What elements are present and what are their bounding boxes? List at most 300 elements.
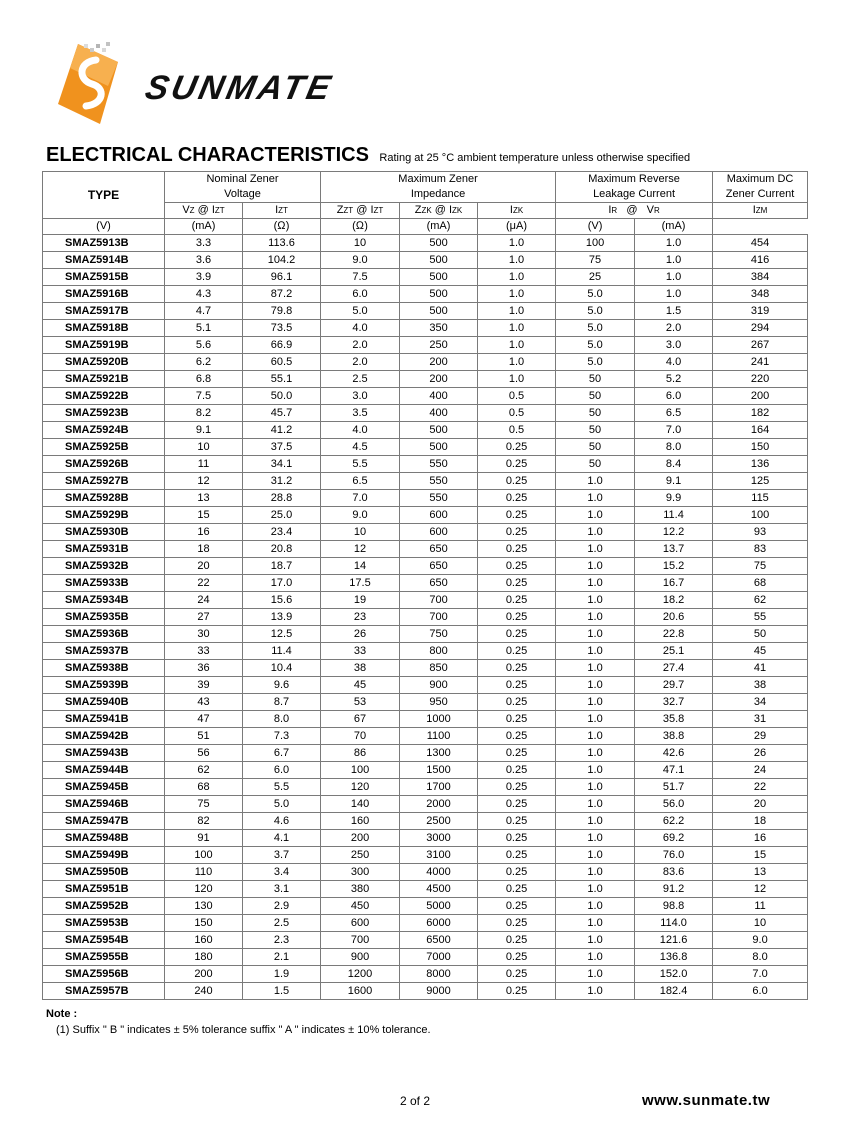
value-cell: 0.25 xyxy=(478,881,556,898)
table-row xyxy=(43,932,808,949)
table-row xyxy=(43,490,808,507)
value-cell: 0.25 xyxy=(478,864,556,881)
table-row xyxy=(43,507,808,524)
value-cell: 0.25 xyxy=(478,830,556,847)
value-cell: 120 xyxy=(165,881,243,898)
value-cell: 15 xyxy=(165,507,243,524)
value-cell: 5.1 xyxy=(165,320,243,337)
type-cell: SMAZ5920B xyxy=(43,354,165,371)
value-cell: 650 xyxy=(400,558,478,575)
table-row xyxy=(43,830,808,847)
type-cell: SMAZ5941B xyxy=(43,711,165,728)
type-cell: SMAZ5936B xyxy=(43,626,165,643)
value-cell: 1.0 xyxy=(478,354,556,371)
note-section xyxy=(46,1008,431,1036)
value-cell: 0.25 xyxy=(478,677,556,694)
value-cell: 241 xyxy=(713,354,808,371)
value-cell: 164 xyxy=(713,422,808,439)
value-cell: 23 xyxy=(321,609,400,626)
value-cell: 7.5 xyxy=(321,269,400,286)
value-cell: 22.8 xyxy=(635,626,713,643)
value-cell: 12 xyxy=(713,881,808,898)
value-cell: 700 xyxy=(400,592,478,609)
value-cell: 22 xyxy=(713,779,808,796)
type-cell: SMAZ5924B xyxy=(43,422,165,439)
value-cell: 50 xyxy=(556,439,635,456)
max-zener-impedance-line2: Impedance xyxy=(410,188,466,200)
value-cell: 50 xyxy=(556,371,635,388)
type-cell: SMAZ5953B xyxy=(43,915,165,932)
value-cell: 50.0 xyxy=(243,388,321,405)
value-cell: 0.25 xyxy=(478,745,556,762)
value-cell: 5.5 xyxy=(243,779,321,796)
value-cell: 60.5 xyxy=(243,354,321,371)
nominal-zener-line2: Voltage xyxy=(224,188,261,200)
value-cell: 0.25 xyxy=(478,796,556,813)
value-cell: 73.5 xyxy=(243,320,321,337)
value-cell: 20 xyxy=(713,796,808,813)
value-cell: 3000 xyxy=(400,830,478,847)
value-cell: 16 xyxy=(165,524,243,541)
value-cell: 2.0 xyxy=(635,320,713,337)
value-cell: 1.0 xyxy=(556,881,635,898)
table-row xyxy=(43,898,808,915)
value-cell: 1.0 xyxy=(556,966,635,983)
value-cell: 2.5 xyxy=(243,915,321,932)
value-cell: 9.9 xyxy=(635,490,713,507)
value-cell: 4.0 xyxy=(321,320,400,337)
value-cell: 5.6 xyxy=(165,337,243,354)
value-cell: 400 xyxy=(400,405,478,422)
type-cell: SMAZ5957B xyxy=(43,983,165,1000)
type-cell: SMAZ5952B xyxy=(43,898,165,915)
value-cell: 1.0 xyxy=(635,269,713,286)
value-cell: 25 xyxy=(556,269,635,286)
value-cell: 1.0 xyxy=(556,813,635,830)
value-cell: 200 xyxy=(321,830,400,847)
table-row xyxy=(43,745,808,762)
value-cell: 1.0 xyxy=(556,677,635,694)
value-cell: 9.0 xyxy=(321,252,400,269)
value-cell: 7.3 xyxy=(243,728,321,745)
value-cell: 3.9 xyxy=(165,269,243,286)
unit-cell: (Ω) xyxy=(321,219,400,235)
value-cell: 0.25 xyxy=(478,983,556,1000)
value-cell: 7.0 xyxy=(713,966,808,983)
param-zzt: ZZT @ IZT xyxy=(321,203,400,219)
value-cell: 18.2 xyxy=(635,592,713,609)
section-title xyxy=(46,144,806,168)
value-cell: 5.2 xyxy=(635,371,713,388)
value-cell: 4.5 xyxy=(321,439,400,456)
type-cell: SMAZ5929B xyxy=(43,507,165,524)
value-cell: 100 xyxy=(713,507,808,524)
type-cell: SMAZ5949B xyxy=(43,847,165,864)
value-cell: 11.4 xyxy=(243,643,321,660)
website-link[interactable]: www.sunmate.tw xyxy=(642,1092,771,1109)
table-row xyxy=(43,711,808,728)
table-row xyxy=(43,915,808,932)
unit-cell: (V) xyxy=(43,219,165,235)
value-cell: 16 xyxy=(713,830,808,847)
value-cell: 37.5 xyxy=(243,439,321,456)
value-cell: 1.0 xyxy=(556,898,635,915)
value-cell: 1.0 xyxy=(556,473,635,490)
type-cell: SMAZ5914B xyxy=(43,252,165,269)
type-cell: SMAZ5944B xyxy=(43,762,165,779)
brand-logo xyxy=(56,42,337,132)
value-cell: 1.0 xyxy=(556,609,635,626)
value-cell: 13.7 xyxy=(635,541,713,558)
value-cell: 136.8 xyxy=(635,949,713,966)
value-cell: 27.4 xyxy=(635,660,713,677)
value-cell: 91.2 xyxy=(635,881,713,898)
value-cell: 86 xyxy=(321,745,400,762)
value-cell: 400 xyxy=(400,388,478,405)
value-cell: 31 xyxy=(713,711,808,728)
type-cell: SMAZ5915B xyxy=(43,269,165,286)
value-cell: 650 xyxy=(400,575,478,592)
table-row xyxy=(43,269,808,286)
value-cell: 24 xyxy=(165,592,243,609)
table-row xyxy=(43,796,808,813)
value-cell: 1.0 xyxy=(556,643,635,660)
value-cell: 1.5 xyxy=(635,303,713,320)
type-cell: SMAZ5955B xyxy=(43,949,165,966)
value-cell: 100 xyxy=(321,762,400,779)
value-cell: 13 xyxy=(713,864,808,881)
value-cell: 76.0 xyxy=(635,847,713,864)
value-cell: 34.1 xyxy=(243,456,321,473)
value-cell: 1.0 xyxy=(556,490,635,507)
value-cell: 7.5 xyxy=(165,388,243,405)
value-cell: 267 xyxy=(713,337,808,354)
value-cell: 9.0 xyxy=(321,507,400,524)
value-cell: 18 xyxy=(165,541,243,558)
value-cell: 1.0 xyxy=(556,745,635,762)
table-row xyxy=(43,779,808,796)
type-cell: SMAZ5933B xyxy=(43,575,165,592)
value-cell: 4.1 xyxy=(243,830,321,847)
value-cell: 0.25 xyxy=(478,524,556,541)
table-row xyxy=(43,881,808,898)
value-cell: 20.6 xyxy=(635,609,713,626)
value-cell: 200 xyxy=(713,388,808,405)
value-cell: 2500 xyxy=(400,813,478,830)
value-cell: 0.25 xyxy=(478,660,556,677)
value-cell: 416 xyxy=(713,252,808,269)
value-cell: 700 xyxy=(400,609,478,626)
value-cell: 1.0 xyxy=(556,541,635,558)
note-item: (1) Suffix " B " indicates ± 5% tolerance suffix " A " indicates ± 10% tolerance. xyxy=(56,1024,431,1036)
value-cell: 18.7 xyxy=(243,558,321,575)
max-dc-header xyxy=(713,172,808,203)
value-cell: 500 xyxy=(400,286,478,303)
value-cell: 1300 xyxy=(400,745,478,762)
value-cell: 9.6 xyxy=(243,677,321,694)
value-cell: 8000 xyxy=(400,966,478,983)
value-cell: 150 xyxy=(165,915,243,932)
value-cell: 1.0 xyxy=(478,286,556,303)
value-cell: 1.0 xyxy=(556,592,635,609)
value-cell: 50 xyxy=(556,405,635,422)
value-cell: 2.3 xyxy=(243,932,321,949)
value-cell: 0.25 xyxy=(478,575,556,592)
value-cell: 1.0 xyxy=(556,728,635,745)
type-cell: SMAZ5935B xyxy=(43,609,165,626)
table-row xyxy=(43,524,808,541)
value-cell: 3.5 xyxy=(321,405,400,422)
value-cell: 3.0 xyxy=(635,337,713,354)
value-cell: 75 xyxy=(556,252,635,269)
value-cell: 1.0 xyxy=(478,337,556,354)
type-cell: SMAZ5945B xyxy=(43,779,165,796)
value-cell: 1.0 xyxy=(635,235,713,252)
value-cell: 0.25 xyxy=(478,643,556,660)
value-cell: 1.0 xyxy=(478,235,556,252)
table-row xyxy=(43,694,808,711)
value-cell: 384 xyxy=(713,269,808,286)
value-cell: 47 xyxy=(165,711,243,728)
value-cell: 0.25 xyxy=(478,490,556,507)
value-cell: 1.0 xyxy=(556,575,635,592)
type-cell: SMAZ5934B xyxy=(43,592,165,609)
param-izm: IZM xyxy=(713,203,808,219)
value-cell: 79.8 xyxy=(243,303,321,320)
type-cell: SMAZ5942B xyxy=(43,728,165,745)
max-zener-impedance-header xyxy=(321,172,556,203)
value-cell: 83 xyxy=(713,541,808,558)
value-cell: 2.9 xyxy=(243,898,321,915)
value-cell: 950 xyxy=(400,694,478,711)
value-cell: 0.25 xyxy=(478,609,556,626)
unit-cell: (mA) xyxy=(400,219,478,235)
electrical-characteristics-table xyxy=(42,171,808,1000)
value-cell: 1.0 xyxy=(635,286,713,303)
value-cell: 10 xyxy=(165,439,243,456)
value-cell: 24 xyxy=(713,762,808,779)
type-cell: SMAZ5926B xyxy=(43,456,165,473)
type-cell: SMAZ5947B xyxy=(43,813,165,830)
value-cell: 1600 xyxy=(321,983,400,1000)
value-cell: 319 xyxy=(713,303,808,320)
value-cell: 4.7 xyxy=(165,303,243,320)
value-cell: 12.5 xyxy=(243,626,321,643)
value-cell: 5.0 xyxy=(243,796,321,813)
table-row xyxy=(43,235,808,252)
value-cell: 130 xyxy=(165,898,243,915)
value-cell: 47.1 xyxy=(635,762,713,779)
value-cell: 0.25 xyxy=(478,558,556,575)
value-cell: 0.25 xyxy=(478,813,556,830)
value-cell: 550 xyxy=(400,456,478,473)
value-cell: 1.0 xyxy=(556,779,635,796)
title-sub: Rating at 25 °C ambient temperature unless otherwise specified xyxy=(379,152,691,164)
value-cell: 27 xyxy=(165,609,243,626)
value-cell: 1.0 xyxy=(556,847,635,864)
table-row xyxy=(43,388,808,405)
value-cell: 33 xyxy=(165,643,243,660)
type-cell: SMAZ5918B xyxy=(43,320,165,337)
value-cell: 100 xyxy=(556,235,635,252)
type-cell: SMAZ5950B xyxy=(43,864,165,881)
value-cell: 55 xyxy=(713,609,808,626)
value-cell: 34 xyxy=(713,694,808,711)
value-cell: 15 xyxy=(713,847,808,864)
value-cell: 12 xyxy=(321,541,400,558)
page-number: 2 of 2 xyxy=(400,1094,431,1108)
value-cell: 1.0 xyxy=(478,303,556,320)
table-row xyxy=(43,575,808,592)
value-cell: 1500 xyxy=(400,762,478,779)
value-cell: 1.0 xyxy=(556,626,635,643)
value-cell: 31.2 xyxy=(243,473,321,490)
type-cell: SMAZ5928B xyxy=(43,490,165,507)
value-cell: 23.4 xyxy=(243,524,321,541)
value-cell: 35.8 xyxy=(635,711,713,728)
type-cell: SMAZ5954B xyxy=(43,932,165,949)
value-cell: 160 xyxy=(321,813,400,830)
value-cell: 1.0 xyxy=(556,915,635,932)
table-row xyxy=(43,847,808,864)
value-cell: 3.6 xyxy=(165,252,243,269)
value-cell: 5.0 xyxy=(556,320,635,337)
value-cell: 750 xyxy=(400,626,478,643)
value-cell: 0.25 xyxy=(478,507,556,524)
value-cell: 93 xyxy=(713,524,808,541)
table-row xyxy=(43,813,808,830)
value-cell: 41.2 xyxy=(243,422,321,439)
unit-cell: (mA) xyxy=(635,219,713,235)
value-cell: 294 xyxy=(713,320,808,337)
value-cell: 51.7 xyxy=(635,779,713,796)
value-cell: 12.2 xyxy=(635,524,713,541)
value-cell: 75 xyxy=(713,558,808,575)
unit-cell: (μA) xyxy=(478,219,556,235)
value-cell: 6.5 xyxy=(321,473,400,490)
value-cell: 38 xyxy=(713,677,808,694)
value-cell: 6.5 xyxy=(635,405,713,422)
value-cell: 152.0 xyxy=(635,966,713,983)
value-cell: 36 xyxy=(165,660,243,677)
table-row xyxy=(43,371,808,388)
value-cell: 450 xyxy=(321,898,400,915)
value-cell: 45 xyxy=(321,677,400,694)
value-cell: 82 xyxy=(165,813,243,830)
value-cell: 20 xyxy=(165,558,243,575)
value-cell: 0.5 xyxy=(478,405,556,422)
value-cell: 29.7 xyxy=(635,677,713,694)
value-cell: 850 xyxy=(400,660,478,677)
value-cell: 0.25 xyxy=(478,541,556,558)
value-cell: 1000 xyxy=(400,711,478,728)
brand-name: SUNMATE xyxy=(141,69,337,107)
value-cell: 115 xyxy=(713,490,808,507)
type-header: TYPE xyxy=(43,172,165,219)
value-cell: 550 xyxy=(400,490,478,507)
value-cell: 121.6 xyxy=(635,932,713,949)
value-cell: 1.0 xyxy=(556,796,635,813)
value-cell: 39 xyxy=(165,677,243,694)
param-izk: IZK xyxy=(478,203,556,219)
value-cell: 3.4 xyxy=(243,864,321,881)
value-cell: 0.25 xyxy=(478,439,556,456)
value-cell: 300 xyxy=(321,864,400,881)
value-cell: 5.5 xyxy=(321,456,400,473)
value-cell: 75 xyxy=(165,796,243,813)
value-cell: 0.5 xyxy=(478,422,556,439)
value-cell: 0.25 xyxy=(478,456,556,473)
value-cell: 600 xyxy=(400,507,478,524)
param-vz: VZ @ IZT xyxy=(165,203,243,219)
value-cell: 1.0 xyxy=(556,949,635,966)
value-cell: 50 xyxy=(713,626,808,643)
value-cell: 1.0 xyxy=(478,269,556,286)
unit-cell: (V) xyxy=(556,219,635,235)
value-cell: 500 xyxy=(400,303,478,320)
value-cell: 900 xyxy=(400,677,478,694)
value-cell: 56 xyxy=(165,745,243,762)
value-cell: 20.8 xyxy=(243,541,321,558)
value-cell: 1100 xyxy=(400,728,478,745)
type-cell: SMAZ5931B xyxy=(43,541,165,558)
value-cell: 600 xyxy=(321,915,400,932)
value-cell: 1.0 xyxy=(556,711,635,728)
value-cell: 110 xyxy=(165,864,243,881)
value-cell: 220 xyxy=(713,371,808,388)
value-cell: 0.25 xyxy=(478,728,556,745)
value-cell: 26 xyxy=(713,745,808,762)
sunmate-logo-icon xyxy=(56,42,146,132)
value-cell: 1.0 xyxy=(556,507,635,524)
value-cell: 8.7 xyxy=(243,694,321,711)
table-row xyxy=(43,660,808,677)
table-row xyxy=(43,677,808,694)
value-cell: 10.4 xyxy=(243,660,321,677)
value-cell: 8.0 xyxy=(635,439,713,456)
value-cell: 8.0 xyxy=(713,949,808,966)
value-cell: 114.0 xyxy=(635,915,713,932)
value-cell: 1.5 xyxy=(243,983,321,1000)
value-cell: 0.25 xyxy=(478,966,556,983)
value-cell: 17.0 xyxy=(243,575,321,592)
value-cell: 43 xyxy=(165,694,243,711)
value-cell: 1.0 xyxy=(556,762,635,779)
type-cell: SMAZ5913B xyxy=(43,235,165,252)
value-cell: 500 xyxy=(400,422,478,439)
table-row xyxy=(43,626,808,643)
value-cell: 500 xyxy=(400,269,478,286)
value-cell: 800 xyxy=(400,643,478,660)
value-cell: 33 xyxy=(321,643,400,660)
value-cell: 83.6 xyxy=(635,864,713,881)
value-cell: 454 xyxy=(713,235,808,252)
value-cell: 4.3 xyxy=(165,286,243,303)
table-row xyxy=(43,558,808,575)
value-cell: 42.6 xyxy=(635,745,713,762)
table-row xyxy=(43,303,808,320)
value-cell: 15.2 xyxy=(635,558,713,575)
value-cell: 5.0 xyxy=(556,337,635,354)
max-reverse-header xyxy=(556,172,713,203)
type-cell: SMAZ5940B xyxy=(43,694,165,711)
value-cell: 500 xyxy=(400,252,478,269)
value-cell: 125 xyxy=(713,473,808,490)
value-cell: 12 xyxy=(165,473,243,490)
table-row xyxy=(43,320,808,337)
value-cell: 100 xyxy=(165,847,243,864)
value-cell: 45.7 xyxy=(243,405,321,422)
